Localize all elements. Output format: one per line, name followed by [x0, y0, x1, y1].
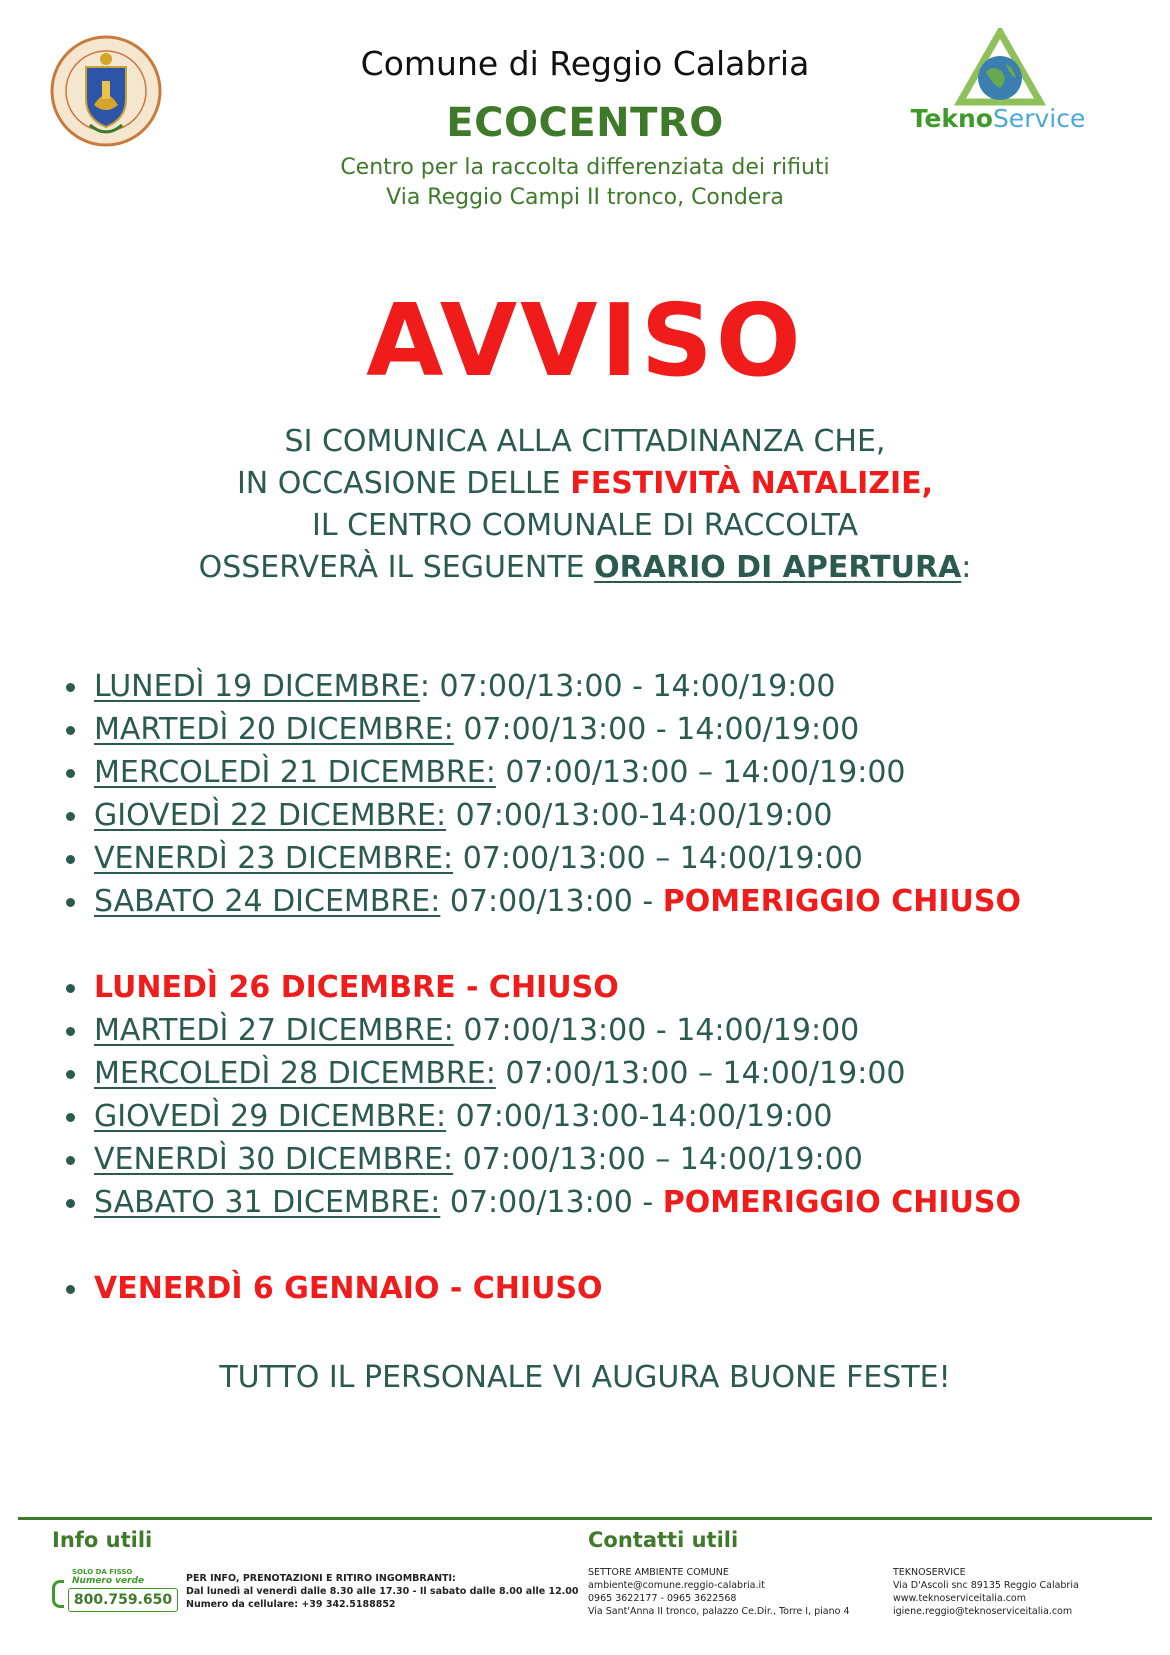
info-line-1: PER INFO, PRENOTAZIONI E RITIRO INGOMBRANTI: [186, 1573, 456, 1584]
schedule-day: MERCOLEDÌ 28 DICEMBRE: [94, 1056, 496, 1091]
schedule-item [60, 837, 1140, 880]
schedule-item [60, 880, 1140, 923]
schedule-sep [453, 1142, 463, 1177]
wordmark-service: Service [992, 104, 1086, 133]
schedule-sep [446, 1099, 456, 1134]
schedule-hours: 07:00/13:00 – 14:00/19:00 [505, 1056, 906, 1091]
settore-phone: 0965 3622177 - 0965 3622568 [588, 1593, 737, 1604]
phone-icon [52, 1580, 64, 1608]
schedule-item [60, 751, 1140, 794]
schedule-note: POMERIGGIO CHIUSO [662, 1185, 1021, 1220]
schedule-day: SABATO 24 DICEMBRE: [94, 884, 441, 919]
schedule-sep [440, 884, 450, 919]
info-block [186, 1572, 579, 1611]
schedule-hours: 07:00/13:00-14:00/19:00 [455, 798, 833, 833]
schedule-sep [453, 841, 463, 876]
tekno-line-1: TEKNOSERVICE [893, 1567, 966, 1578]
numero-verde-number: 800.759.650 [68, 1588, 178, 1612]
ecocentro-title: ECOCENTRO [446, 100, 724, 146]
contatti-utili-heading: Contatti utili [588, 1528, 739, 1552]
schedule-sep [454, 1013, 464, 1048]
intro-line-2-text: IN OCCASIONE DELLE [236, 466, 571, 501]
schedule-note: POMERIGGIO CHIUSO [662, 884, 1021, 919]
schedule-hours: 07:00/13:00 - 14:00/19:00 [439, 669, 836, 704]
schedule-item-closed: VENERDÌ 6 GENNAIO - CHIUSO [60, 1267, 1140, 1310]
settore-address: Via Sant'Anna II tronco, palazzo Ce.Dir., Torre I, piano 4 [588, 1606, 850, 1617]
intro-line-2 [0, 466, 1170, 501]
schedule-item [60, 1181, 1140, 1224]
schedule-hours: 07:00/13:00 - 14:00/19:00 [463, 1013, 860, 1048]
schedule-day: GIOVEDÌ 29 DICEMBRE: [94, 1099, 447, 1134]
schedule-day: GIOVEDÌ 22 DICEMBRE: [94, 798, 447, 833]
info-line-3: Numero da cellulare: +39 342.5188852 [186, 1599, 396, 1610]
schedule-item [60, 1052, 1140, 1095]
tekno-website[interactable]: www.teknoserviceitalia.com [893, 1593, 1026, 1604]
schedule-sep [440, 1185, 450, 1220]
footer-divider [18, 1517, 1152, 1520]
schedule-day: VENERDÌ 30 DICEMBRE: [94, 1142, 454, 1177]
schedule-sep [454, 712, 464, 747]
subtitle-line-1: Centro per la raccolta differenziata dei rifiuti [340, 155, 830, 180]
schedule-item-closed: LUNEDÌ 26 DICEMBRE - CHIUSO [60, 966, 1140, 1009]
schedule-item [60, 1138, 1140, 1181]
schedule-hours: 07:00/13:00 - [449, 884, 663, 919]
schedule-day: VENERDÌ 23 DICEMBRE: [94, 841, 454, 876]
info-utili-heading: Info utili [52, 1528, 153, 1552]
schedule-day: SABATO 31 DICEMBRE: [94, 1185, 441, 1220]
intro-line-4 [0, 550, 1170, 585]
settore-email[interactable]: ambiente@comune.reggio-calabria.it [588, 1580, 765, 1591]
teknoservice-block [893, 1566, 1079, 1618]
schedule-hours: 07:00/13:00 - 14:00/19:00 [463, 712, 860, 747]
tekno-address: Via D'Ascoli snc 89135 Reggio Calabria [893, 1580, 1079, 1591]
avviso-heading: AVVISO [366, 282, 804, 399]
schedule-sep [496, 1056, 506, 1091]
info-line-2: Dal lunedì al venerdì dalle 8.30 alle 17.30 - Il sabato dalle 8.00 alle 12.00 [186, 1586, 579, 1597]
schedule-hours: 07:00/13:00 - [449, 1185, 663, 1220]
numero-verde-badge [52, 1568, 178, 1614]
schedule-day: MARTEDÌ 20 DICEMBRE: [94, 712, 454, 747]
schedule-day: MARTEDÌ 27 DICEMBRE: [94, 1013, 454, 1048]
schedule-item [60, 665, 1140, 708]
intro-line-3: IL CENTRO COMUNALE DI RACCOLTA [311, 508, 859, 543]
schedule-sep [446, 798, 456, 833]
schedule-day: LUNEDÌ 19 DICEMBRE [94, 669, 420, 704]
schedule-list [60, 665, 1140, 1310]
festivita-natalizie: FESTIVITÀ NATALIZIE, [570, 466, 934, 501]
schedule-day: MERCOLEDÌ 21 DICEMBRE: [94, 755, 496, 790]
tekno-email[interactable]: igiene.reggio@teknoserviceitalia.com [893, 1606, 1073, 1617]
settore-line-1: SETTORE AMBIENTE COMUNE [588, 1567, 729, 1578]
wordmark-tekno: Tekno [910, 104, 993, 133]
intro-line-4-text: OSSERVERÀ IL SEGUENTE [198, 550, 595, 585]
schedule-hours: 07:00/13:00-14:00/19:00 [455, 1099, 833, 1134]
closing-greeting: TUTTO IL PERSONALE VI AUGURA BUONE FESTE! [219, 1360, 951, 1395]
schedule-sep [496, 755, 506, 790]
schedule-item [60, 1009, 1140, 1052]
intro-line-1: SI COMUNICA ALLA CITTADINANZA CHE, [284, 424, 886, 459]
schedule-item [60, 1095, 1140, 1138]
schedule-hours: 07:00/13:00 – 14:00/19:00 [462, 841, 863, 876]
intro-line-4-colon: : [961, 550, 972, 585]
numero-verde-label: Numero verde [72, 1576, 145, 1586]
subtitle-line-2: Via Reggio Campi II tronco, Condera [386, 185, 784, 210]
schedule-hours: 07:00/13:00 – 14:00/19:00 [462, 1142, 863, 1177]
schedule-hours: 07:00/13:00 – 14:00/19:00 [505, 755, 906, 790]
schedule-sep: : [419, 669, 440, 704]
solo-da-fisso-label: SOLO DA FISSO [72, 1568, 133, 1576]
settore-ambiente-block [588, 1566, 850, 1618]
schedule-item [60, 794, 1140, 837]
comune-title: Comune di Reggio Calabria [360, 44, 810, 83]
orario-di-apertura: ORARIO DI APERTURA [594, 550, 962, 585]
schedule-item [60, 708, 1140, 751]
